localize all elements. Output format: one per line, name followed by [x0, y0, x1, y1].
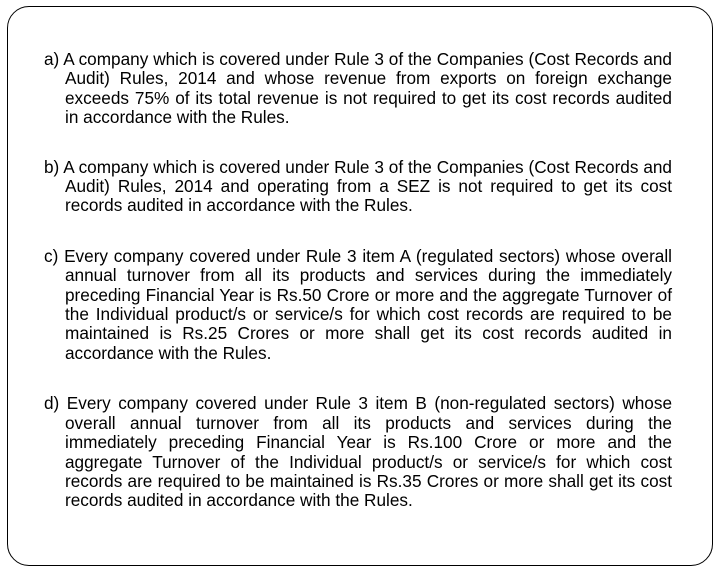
list-item-a: a) A company which is covered under Rule 3 of the Companies (Cost Records and Audit) Rules, 2014 and whose revenue from exports on foreign exchange exceeds 75% of its total revenue is not required to get its cost records audited in accordance with the Rules.	[44, 49, 672, 128]
list-item-c: c) Every company covered under Rule 3 item A (regulated sectors) whose overall annual turnover from all its products and services during the immediately preceding Financial Year is Rs.50 Crore or more and the aggregate Turnover of the Individual product/s or service/s for which cost records are required to be maintained is Rs.25 Crores or more shall get its cost records audited in accordance with the Rules.	[44, 245, 672, 363]
slide-content	[44, 50, 672, 511]
list-item-b: b) A company which is covered under Rule 3 of the Companies (Cost Records and Audit) Rules, 2014 and operating from a SEZ is not required to get its cost records audited in accordance with the Rules.	[44, 156, 672, 216]
list-item-d: d) Every company covered under Rule 3 item B (non-regulated sectors) whose overall annual turnover from all its products and services during the immediately preceding Financial Year is Rs.100 Crore or more and the aggregate Turnover of the Individual product/s or service/s for which cost records are required to be maintained is Rs.35 Crores or more shall get its cost records audited in accordance with the Rules.	[44, 393, 672, 511]
